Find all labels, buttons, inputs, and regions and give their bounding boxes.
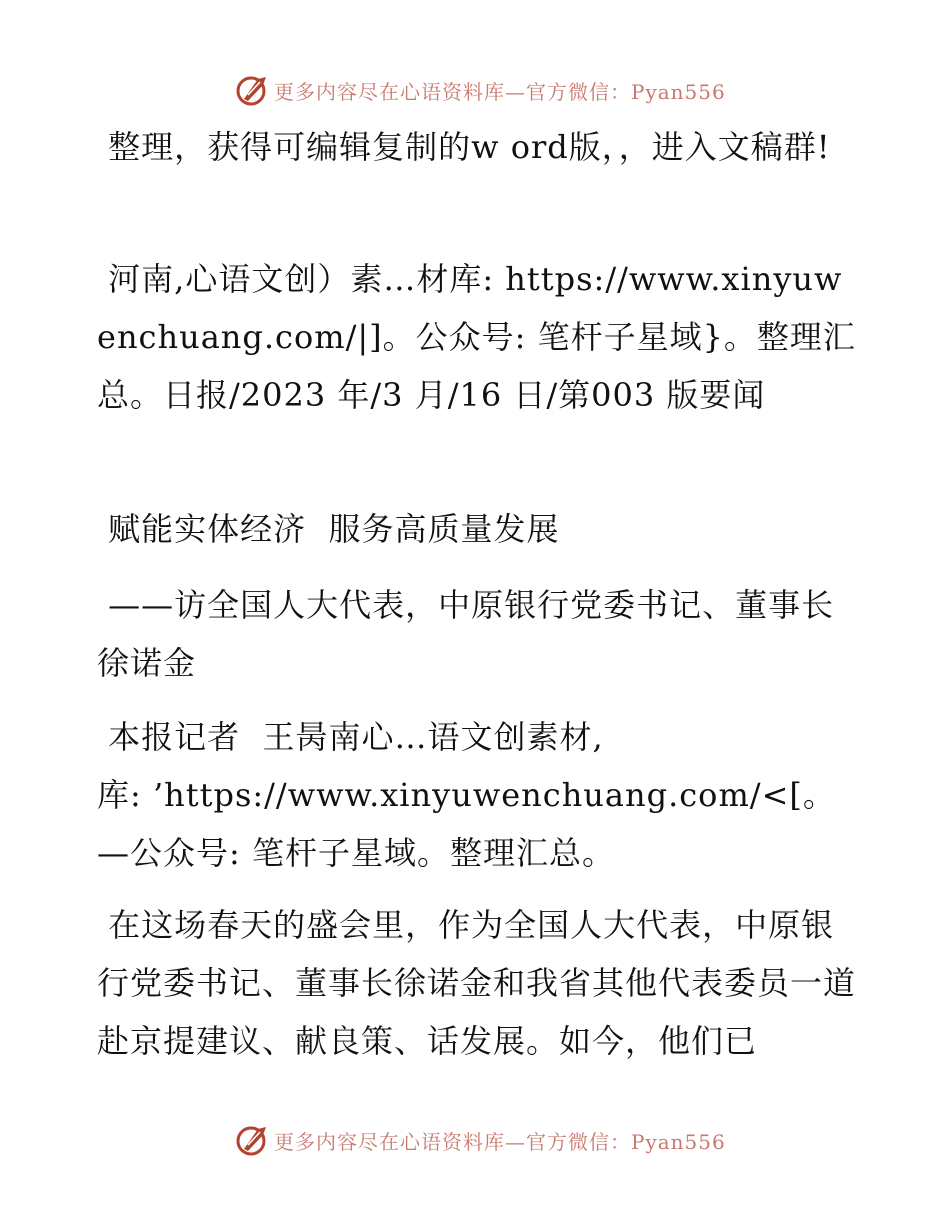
- quill-pen-logo-icon: [236, 1123, 270, 1157]
- bottom-watermark-banner: [236, 1122, 726, 1158]
- banner-text: 更多内容尽在心语资料库—官方微信：Pyan556: [274, 1129, 726, 1154]
- article-subtitle: ——访全国人大代表，中原银行党委书记、董事长徐诺金: [97, 586, 835, 682]
- byline-paragraph: 本报记者 王昺南心…语文创素材, 库: ’https://www.xinyuwenchuang.com/<[。—公众号: 笔杆子星域。整理汇总。: [97, 718, 836, 872]
- top-watermark-banner: [236, 72, 726, 108]
- paragraph-1: 整理，获得可编辑复制的w ord版，，进入文稿群!: [97, 128, 831, 166]
- banner-text: 更多内容尽在心语资料库—官方微信：Pyan556: [274, 79, 726, 104]
- paragraph-body-1: 在这场春天的盛会里，作为全国人大代表，中原银行党委书记、董事长徐诺金和我省其他代表委员一道赴京提建议、献良策、话发展。如今，他们已: [97, 906, 857, 1060]
- paragraph-2: 河南,心语文创）素…材库: https://www.xinyuwenchuang.com/|]。公众号: 笔杆子星域}。整理汇总。日报/2023 年/3 月/16 日/第003 版要闻: [97, 260, 856, 414]
- article-title: 赋能实体经济 服务高质量发展: [97, 510, 560, 548]
- quill-pen-logo-icon: [236, 73, 270, 107]
